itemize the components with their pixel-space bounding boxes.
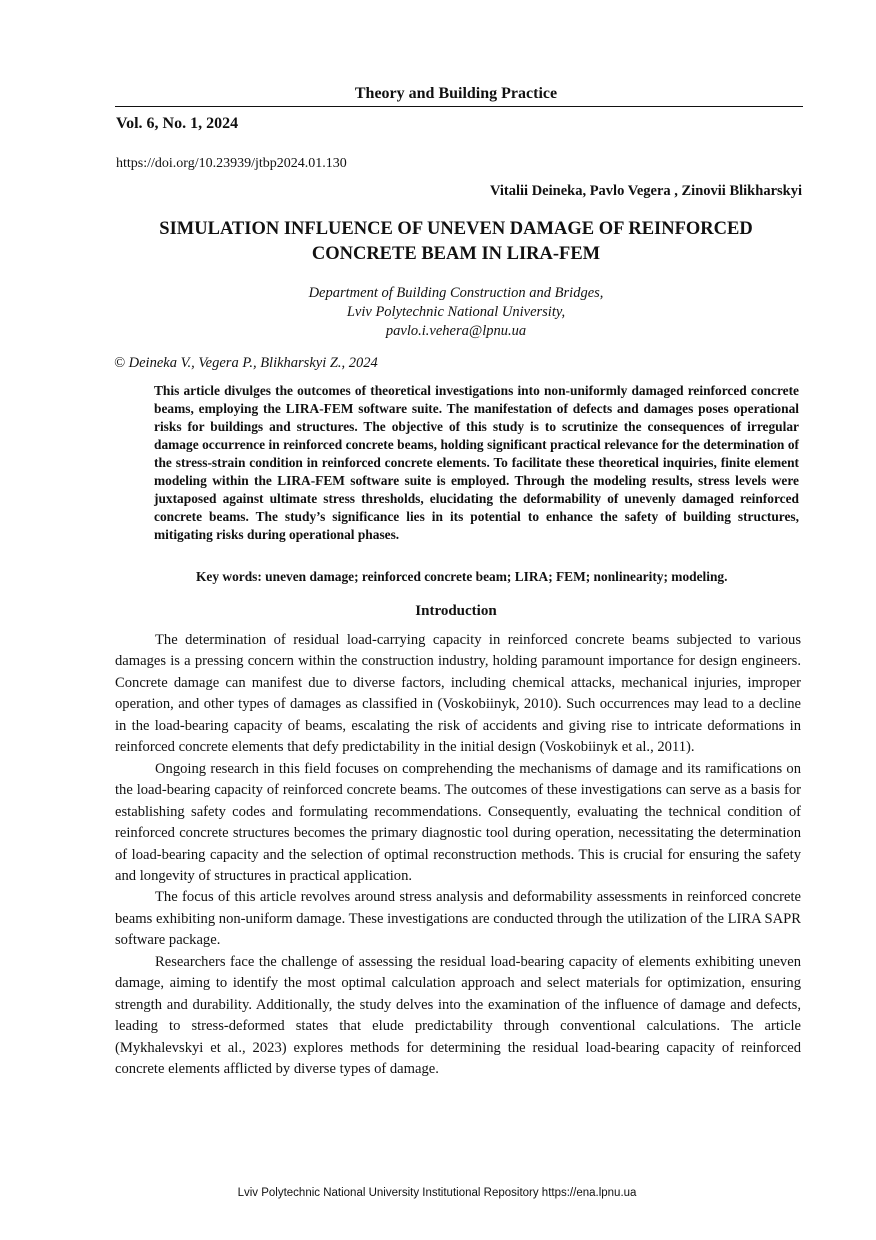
paragraph: The focus of this article revolves around stress analysis and deformability assessments in reinforced concrete beams exhibiting non-uniform damage. These investigations are conducted through the utilization of the LIRA SAPR software package. xyxy=(115,889,801,949)
repository-footer: Lviv Polytechnic National University Institutional Repository https://ena.lpnu.ua xyxy=(237,1187,637,1199)
abstract: This article divulges the outcomes of theoretical investigations into non-uniformly damaged reinforced concrete beams, employing the LIRA-FEM software suite. The manifestation of defects and damages poses operational risks for buildings and structures. The objective of this study is to scrutinize the consequences of irregular damage occurrence in reinforced concrete beams, holding significant practical relevance for the determination of the stress-strain condition in reinforced concrete elements. To facilitate these theoretical inquiries, finite element modeling within the LIRA-FEM software suite is employed. Through the modeling results, stress levels were juxtaposed against ultimate stress thresholds, elucidating the deformability of unevenly damaged reinforced concrete beams. The study’s significance lies in its potential to enhance the safety of building structures, mitigating risks during operational phases. xyxy=(154,383,799,543)
affiliation-university: Lviv Polytechnic National University, xyxy=(346,304,566,320)
introduction-body xyxy=(115,630,801,1081)
header-rule xyxy=(115,106,803,107)
doi-link[interactable]: https://doi.org/10.23939/jtbp2024.01.130 xyxy=(116,156,347,171)
section-heading-introduction: Introduction xyxy=(415,603,497,619)
paragraph: The determination of residual load-carrying capacity in reinforced concrete beams subjected to various damages is a pressing concern within the construction industry, holding paramount importance for design engineers. Concrete damage can manifest due to diverse factors, including chemical attacks, mechanical injuries, improper operation, and other types of damages as classified in (Voskobiinyk, 2010). Such occurrences may lead to a decline in the load-bearing capacity of beams, escalating the risk of accidents and giving rise to intricate deformations in reinforced concrete elements that defy predictability in the initial design (Voskobiinyk et al., 2011). xyxy=(115,632,801,756)
volume-issue: Vol. 6, No. 1, 2024 xyxy=(116,115,239,132)
affiliation-email[interactable]: pavlo.i.vehera@lpnu.ua xyxy=(385,323,527,339)
journal-title: Theory and Building Practice xyxy=(354,85,558,102)
keywords: Key words: uneven damage; reinforced concrete beam; LIRA; FEM; nonlinearity; modeling. xyxy=(196,569,728,584)
paragraph: Ongoing research in this field focuses on comprehending the mechanisms of damage and its ramifications on the load-bearing capacity of reinforced concrete beams. The outcomes of these investigations can serve as a basis for establishing safety codes and formulating recommendations. Consequently, evaluating the technical condition of reinforced concrete structures becomes the primary diagnostic tool during operation, necessitating the determination of load-bearing capacity and the selection of optimal reconstruction methods. This is crucial for ensuring the safety and longevity of structures in practical application. xyxy=(115,760,801,884)
copyright-notice: © Deineka V., Vegera P., Blikharskyi Z., 2024 xyxy=(114,355,378,371)
affiliation-block xyxy=(0,284,876,341)
article-authors: Vitalii Deineka, Pavlo Vegera , Zinovii Blikharskyi xyxy=(489,183,802,199)
affiliation-department: Department of Building Construction and Bridges, xyxy=(308,285,604,301)
article-title: SIMULATION INFLUENCE OF UNEVEN DAMAGE OF REINFORCED CONCRETE BEAM IN LIRA-FEM xyxy=(159,219,753,264)
paragraph: Researchers face the challenge of assessing the residual load-bearing capacity of elements exhibiting uneven damage, aiming to identify the most optimal calculation approach and select materials for optimization, ensuring strength and durability. Additionally, the study delves into the examination of the influence of damage and defects, leading to stress-deformed states that elude predictability through conventional calculations. The article (Mykhalevskyi et al., 2023) explores methods for determining the residual load-bearing capacity of reinforced concrete elements afflicted by diverse types of damage. xyxy=(115,953,801,1078)
